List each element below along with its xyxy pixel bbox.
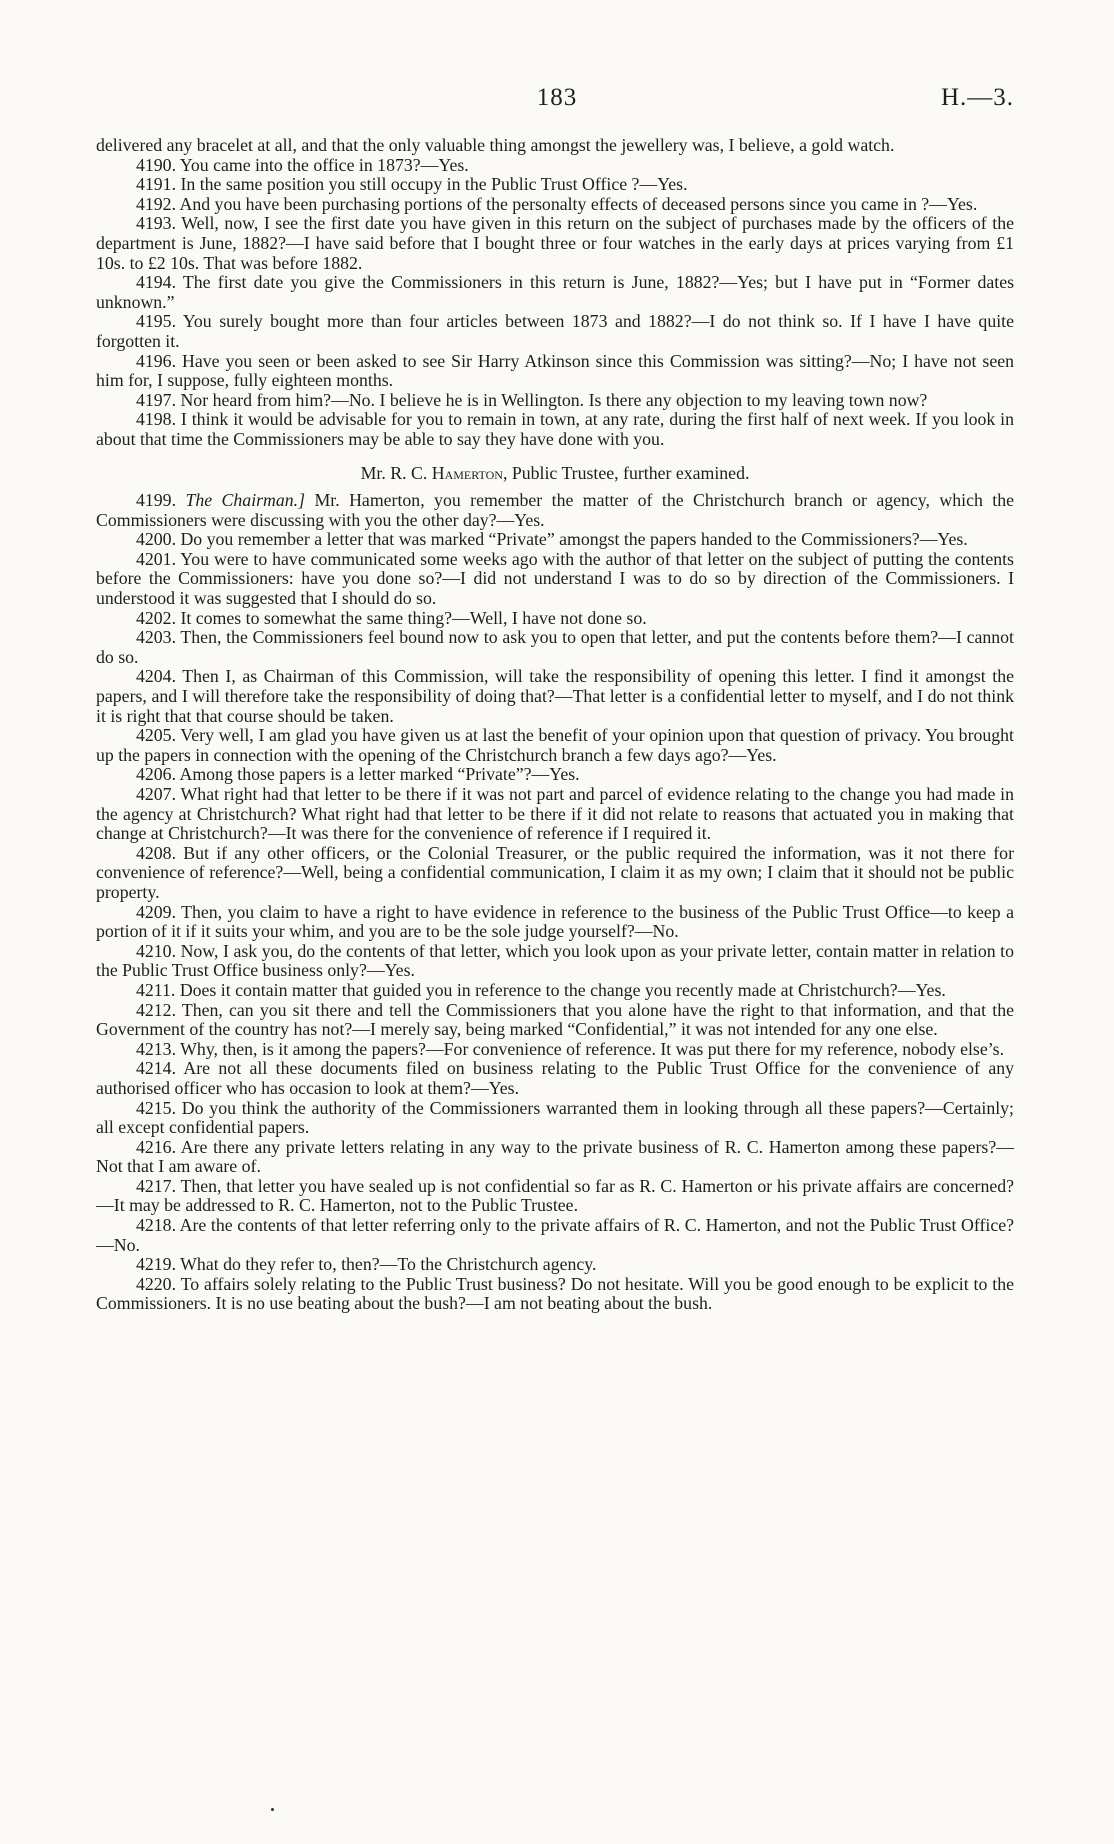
question-paragraph xyxy=(96,609,1014,629)
question-paragraph xyxy=(96,1040,1014,1060)
heading-suffix: , Public Trustee, further examined. xyxy=(502,462,750,483)
question-text: Well, now, I see the first date you have given in this return on the subject of purchases made by the officers of the department is June, 1882?—I have said before that I bought three or four watches in the early days at prices varying from £1 10s. to £2 10s. That was before 1882. xyxy=(96,213,1015,273)
question-text: You were to have communicated some weeks ago with the author of that letter on the subject of putting the contents before the Commissioners: have you done so?—I did not understand I was to do so by direction of the Commissioners. I understood it was suggested that I should do so. xyxy=(96,548,1014,609)
question-text: Are the contents of that letter referring only to the private affairs of R. C. Hamerton, and not the Public Trust Office?—No. xyxy=(96,1215,1015,1255)
question-text: You came into the office in 1873?—Yes. xyxy=(179,154,469,175)
question-text: Now, I ask you, do the contents of that letter, which you look upon as your private letter, contain matter in relation to the Public Trust Office business only?—Yes. xyxy=(96,940,1014,981)
question-paragraph xyxy=(96,981,1014,1001)
question-paragraph xyxy=(96,628,1014,667)
heading-prefix: Mr. R. C. xyxy=(360,462,432,483)
stray-mark xyxy=(271,1808,274,1811)
question-paragraph xyxy=(96,1216,1014,1255)
question-number: 4203. xyxy=(136,627,177,648)
question-paragraph xyxy=(96,214,1014,273)
question-number: 4207. xyxy=(136,784,177,804)
question-number: 4212. xyxy=(136,999,177,1020)
question-text: Nor heard from him?—No. I believe he is in Wellington. Is there any objection to my leaving town now? xyxy=(180,389,928,410)
question-text: Do you remember a letter that was marked “Private” amongst the papers handed to the Commissioners?—Yes. xyxy=(180,529,968,550)
question-paragraph xyxy=(96,136,1014,156)
question-paragraph xyxy=(96,391,1014,411)
section-heading xyxy=(96,464,1014,484)
question-number: 4204. xyxy=(136,666,177,687)
question-text: Then, the Commissioners feel bound now to ask you to open that letter, and put the contents before them?—I cannot do so. xyxy=(96,627,1014,667)
question-number: 4206. xyxy=(136,764,177,785)
question-paragraph xyxy=(96,491,1014,530)
question-paragraph xyxy=(96,1099,1014,1138)
question-paragraph xyxy=(96,410,1014,449)
question-paragraph xyxy=(96,726,1014,765)
question-text: But if any other officers, or the Colonial Treasurer, or the public required the information, was it not there for convenience of reference?—Well, being a confidential communication, I claim it as my own; I claim that it should not be public property. xyxy=(96,842,1014,902)
question-paragraph xyxy=(96,785,1014,844)
question-paragraph xyxy=(96,1001,1014,1040)
question-text: It comes to somewhat the same thing?—Well, I have not done so. xyxy=(180,607,647,628)
question-text: To affairs solely relating to the Public Trust business? Do not hesitate. Will you be good enough to be explicit to the Commissioners. It is no use beating about the bush?—I am not beating about the bush. xyxy=(96,1273,1015,1314)
question-number: 4201. xyxy=(136,548,177,569)
question-number: 4193. xyxy=(136,213,177,234)
question-number: 4194. xyxy=(136,272,177,293)
question-text: What do they refer to, then?—To the Christchurch agency. xyxy=(180,1254,597,1275)
question-paragraph xyxy=(96,550,1014,609)
question-number: 4220. xyxy=(136,1273,177,1294)
question-text: I think it would be advisable for you to remain in town, at any rate, during the first half of next week. If you look in about that time the Commissioners may be able to say they have done with you. xyxy=(96,409,1014,449)
question-text: Why, then, is it among the papers?—For convenience of reference. It was put there for my reference, nobody else’s. xyxy=(180,1038,1005,1059)
question-paragraph xyxy=(96,765,1014,785)
question-paragraph xyxy=(96,1255,1014,1275)
question-number: 4216. xyxy=(136,1136,177,1157)
question-text: Then I, as Chairman of this Commission, will take the responsibility of opening this letter. I find it amongst the papers, and I will therefore take the responsibility of doing that?—That letter is a confidential letter to myself, and I do not think it is right that that course should be taken. xyxy=(96,666,1014,726)
heading-name: Hamerton xyxy=(431,462,503,483)
question-text: Does it contain matter that guided you in reference to the change you recently made at Christchurch?—Yes. xyxy=(179,979,946,1000)
question-paragraph xyxy=(96,903,1014,942)
question-number: 4214. xyxy=(136,1058,177,1079)
question-number: 4191. xyxy=(136,174,177,195)
question-text: Mr. Hamerton, you remember the matter of the Christchurch branch or agency, which the Commissioners were discussing with you the other day?—Yes. xyxy=(96,490,1015,530)
question-number: 4213. xyxy=(136,1038,177,1059)
question-paragraph xyxy=(96,156,1014,176)
question-number: 4205. xyxy=(136,725,177,746)
question-number: 4211. xyxy=(136,979,176,1000)
speaker-label: The Chairman.] xyxy=(185,490,306,511)
question-number: 4218. xyxy=(136,1215,177,1236)
question-text: Then, can you sit there and tell the Commissioners that you alone have the right to that information, and that the Government of the country has not?—I merely say, being marked “Confidential,” it was not intended for any one else. xyxy=(96,999,1014,1040)
question-number: 4215. xyxy=(136,1097,177,1118)
question-text: What right had that letter to be there if it was not part and parcel of evidence relating to the change you had made in the agency at Christchurch? What right had that letter to be there if it did not relate to reasons that actuated you in making that change at Christchurch?—It was there for the convenience of reference if I required it. xyxy=(96,784,1014,844)
section-first xyxy=(96,136,1014,450)
document-body xyxy=(96,136,1014,1314)
section-second xyxy=(96,491,1014,1314)
question-paragraph xyxy=(96,175,1014,195)
question-paragraph xyxy=(96,844,1014,903)
question-number: 4219. xyxy=(136,1254,177,1275)
question-number: 4196. xyxy=(136,350,177,371)
question-number: 4192. xyxy=(136,193,177,214)
question-text: In the same position you still occupy in the Public Trust Office ?—Yes. xyxy=(180,174,688,195)
question-number: 4199. xyxy=(136,490,177,511)
question-number: 4217. xyxy=(136,1175,177,1196)
question-paragraph xyxy=(96,195,1014,215)
question-text: Among those papers is a letter marked “Private”?—Yes. xyxy=(179,764,580,785)
question-paragraph xyxy=(96,1275,1014,1314)
page-number: 183 xyxy=(536,84,578,111)
question-number: 4202. xyxy=(136,607,177,628)
question-paragraph xyxy=(96,273,1014,312)
question-number: 4208. xyxy=(136,842,177,863)
question-number: 4209. xyxy=(136,901,177,922)
question-text: The first date you give the Commissioners in this return is June, 1882?—Yes; but I have put in “Former dates unknown.” xyxy=(96,272,1015,312)
question-number: 4195. xyxy=(136,311,177,332)
question-text: And you have been purchasing portions of the personalty effects of deceased persons since you came in ?—Yes. xyxy=(179,193,978,214)
series-code: H.—3. xyxy=(940,84,1014,111)
question-paragraph xyxy=(96,942,1014,981)
question-paragraph xyxy=(96,1177,1014,1216)
question-text: Do you think the authority of the Commissioners warranted them in looking through all these papers?—Certainly; all except confidential papers. xyxy=(96,1097,1014,1138)
question-number: 4197. xyxy=(136,389,177,410)
question-text: Then, you claim to have a right to have evidence in reference to the business of the Public Trust Office—to keep a portion of it if it suits your whim, and you are to be the sole judge yourself?—No. xyxy=(96,901,1015,942)
question-paragraph xyxy=(96,1138,1014,1177)
question-text: Are there any private letters relating in any way to the private business of R. C. Hamerton among these papers?—Not that I am aware of. xyxy=(96,1136,1014,1177)
question-text: Very well, I am glad you have given us at last the benefit of your opinion upon that question of privacy. You brought up the papers in connection with the opening of the Christchurch branch a few days ago?—Yes. xyxy=(96,725,1014,765)
question-paragraph xyxy=(96,312,1014,351)
question-paragraph xyxy=(96,352,1014,391)
question-paragraph xyxy=(96,667,1014,726)
question-paragraph xyxy=(96,1059,1014,1098)
question-number: 4198. xyxy=(136,409,177,430)
question-number: 4210. xyxy=(136,940,177,961)
question-paragraph xyxy=(96,530,1014,550)
question-text: delivered any bracelet at all, and that the only valuable thing amongst the jewellery was, I believe, a gold watch. xyxy=(96,135,895,155)
question-text: Are not all these documents filed on business relating to the Public Trust Office for the convenience of any authorised officer who has occasion to look at them?—Yes. xyxy=(96,1058,1015,1098)
question-number: 4190. xyxy=(136,154,177,175)
question-number: 4200. xyxy=(136,529,177,550)
question-text: You surely bought more than four articles between 1873 and 1882?—I do not think so. If I have I have quite forgotten it. xyxy=(96,311,1014,351)
question-text: Then, that letter you have sealed up is not confidential so far as R. C. Hamerton or his private affairs are concerned?—It may be addressed to R. C. Hamerton, not to the Public Trustee. xyxy=(96,1175,1015,1216)
question-text: Have you seen or been asked to see Sir Harry Atkinson since this Commission was sitting?—No; I have not seen him for, I suppose, fully eighteen months. xyxy=(96,350,1014,391)
